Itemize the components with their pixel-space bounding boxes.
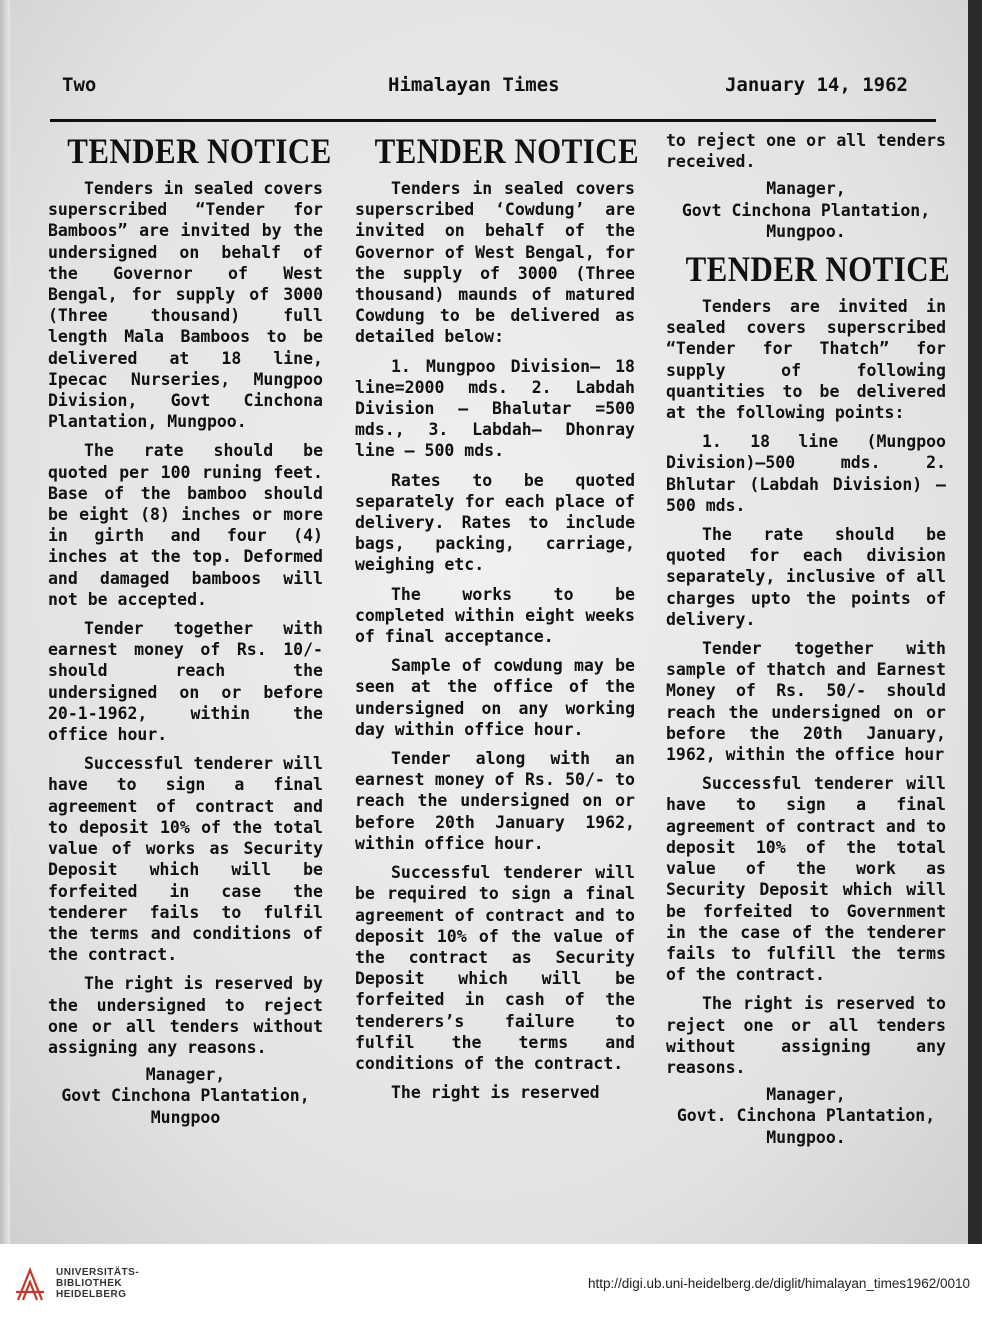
page-number: Two (62, 74, 97, 96)
signature-line: Mungpoo. (766, 1127, 846, 1147)
library-name-line: HEIDELBERG (56, 1289, 127, 1300)
column-thatch-tender (666, 130, 951, 1148)
page-edge-shadow (0, 0, 10, 1244)
footer-bar (0, 1244, 982, 1328)
library-name-line: UNIVERSITÄTS- (56, 1267, 140, 1278)
signature-block (48, 1064, 323, 1128)
masthead-rule (50, 119, 936, 122)
paragraph: Sample of cowdung may be seen at the office of the undersigned on any working day within office hour. (355, 656, 635, 739)
masthead (58, 74, 908, 104)
column-bamboo-tender (48, 130, 332, 1128)
signature-line: Manager, (145, 1065, 226, 1085)
paragraph: Tender together with earnest money of Rs. 10/- should reach the undersigned on or before 20-1-1962, within the office hour. (48, 619, 323, 745)
continued-paragraph: to reject one or all tenders received. (666, 131, 946, 172)
paragraph: The right is reserved to reject one or all tenders without assigning any reasons. (666, 994, 946, 1077)
library-name (56, 1267, 139, 1300)
signature-line: Govt. Cinchona Plantation, (676, 1106, 936, 1126)
paragraph: Tenders in sealed covers superscribed “Tender for Bamboos” are invited by the undersigned on behalf of the Governor of West Bengal, for supply of 3000 (Three thousand) full length Mala Bamboos to be delivered at 18 line, Ipecac Nurseries, Mungpoo Division, Govt Cinchona Plantation, Mungpoo. (48, 179, 323, 432)
paragraph: 1. Mungpoo Division— 18 line=2000 mds. 2. Labdah Division — Bhalutar =500 mds., 3. Labdah— Dhonray line — 500 mds. (355, 356, 635, 461)
signature-line: Manager, (766, 1085, 846, 1105)
paragraph: Successful tenderer will have to sign a final agreement of contract and to deposit 10% of the total value of the work as Security Deposit which will be forfeited to Government in the case of the tenderer fails to fulfill the terms of the contract. (666, 774, 946, 985)
signature-line: Govt Cinchona Plantation, (61, 1086, 310, 1106)
signature-line: Manager, (766, 179, 846, 199)
paragraph: Successful tenderer will be required to sign a final agreement of contract and to deposit 10% of the value of the contract as Security Deposit which will be forfeited in cash of the tenderers’s failure to fulfil the terms and conditions of the contract. (355, 863, 635, 1073)
newspaper-name: Himalayan Times (388, 74, 560, 96)
paragraph: The rate should be quoted for each division separately, inclusive of all charges upto the points of delivery. (666, 525, 946, 629)
headline: TENDER NOTICE (685, 249, 951, 290)
paragraph: The right is reserved by the undersigned to reject one or all tenders without assigning any reasons. (48, 974, 323, 1057)
paragraph: Successful tenderer will have to sign a final agreement of contract and to deposit 10% of the total value of works as Security Deposit which will be forfeited in case the tenderer fails to fulfil the terms and conditions of the contract. (48, 754, 323, 965)
signature-line: Mungpoo (150, 1107, 221, 1127)
source-url-link[interactable]: http://digi.ub.uni-heidelberg.de/diglit/himalayan_times1962/0010 (587, 1276, 970, 1291)
signature-block (666, 1084, 946, 1148)
signature-line: Govt Cinchona Plantation, (681, 200, 931, 220)
paragraph: Tender along with an earnest money of Rs. 50/- to reach the undersigned on or before 20th January 1962, within office hour. (355, 749, 635, 853)
signature-line: Mungpoo. (766, 221, 846, 241)
headline: TENDER NOTICE (374, 131, 640, 171)
paragraph: Rates to be quoted separately for each place of delivery. Rates to include bags, packing, carriage, weighing etc. (355, 470, 635, 575)
library-logo-icon (14, 1264, 46, 1302)
column-cowdung-tender (355, 130, 640, 1103)
library-name-line: BIBLIOTHEK (56, 1278, 123, 1289)
paragraph: Tenders are invited in sealed covers superscribed “Tender for Thatch” for supply of following quantities to be delivered at the following points: (666, 297, 946, 423)
paragraph: The rate should be quoted per 100 runing feet. Base of the bamboo should be eight (8) inches or more in girth and four (4) inches at the top. Deformed and damaged bamboos will not be accepted. (48, 441, 323, 609)
signature-block (666, 178, 946, 242)
issue-date: January 14, 1962 (724, 74, 908, 96)
paragraph: 1. 18 line (Mungpoo Division)—500 mds. 2. Bhlutar (Labdah Division) —500 mds. (666, 432, 946, 515)
paragraph: Tenders in sealed covers superscribed ‘Cowdung’ are invited on behalf of the Governor of West Bengal, for the supply of 3000 (Three thousand) maunds of matured Cowdung to be delivered as detailed below: (355, 179, 635, 347)
headline: TENDER NOTICE (67, 131, 332, 171)
paragraph: The works to be completed within eight weeks of final acceptance. (355, 584, 635, 647)
paragraph: The right is reserved (391, 1083, 600, 1103)
paragraph: Tender together with sample of thatch and Earnest Money of Rs. 50/- should reach the undersigned on or before the 20th January, 1962, within the office hour (666, 639, 946, 765)
